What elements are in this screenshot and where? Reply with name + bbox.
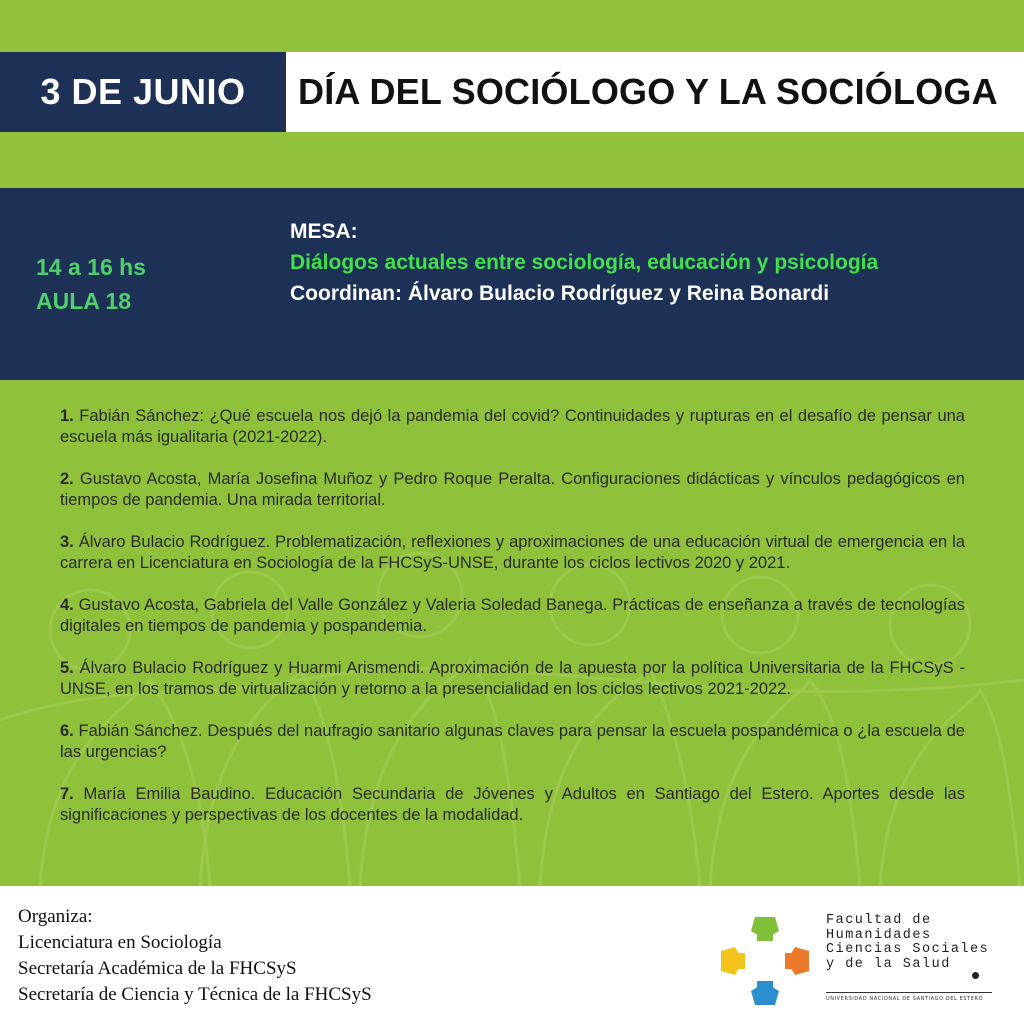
session-details: [290, 216, 878, 309]
presentations-list: [60, 406, 965, 847]
event-date: 3 DE JUNIO: [0, 52, 286, 132]
session-band: [0, 188, 1024, 380]
university-name: UNIVERSIDAD NACIONAL DE SANTIAGO DEL ESTERO: [826, 996, 984, 1002]
event-title: DÍA DEL SOCIÓLOGO Y LA SOCIÓLOGA: [286, 52, 1024, 132]
list-item: 3. Álvaro Bulacio Rodríguez. Problematización, reflexiones y aproximaciones de una educación virtual de emergencia en la carrera en Licenciatura en Sociología de la FHCSyS-UNSE, durante los ciclos lectivos 2020 y 2021.: [60, 533, 965, 572]
session-time: 14 a 16 hs: [36, 254, 146, 280]
list-item: 2. Gustavo Acosta, María Josefina Muñoz y Pedro Roque Peralta. Configuraciones didácticas y vínculos pedagógicos en tiempos de pandemia. Una mirada territorial.: [60, 470, 965, 509]
session-coordinators: Coordinan: Álvaro Bulacio Rodríguez y Reina Bonardi: [290, 282, 830, 305]
top-green-strip: [0, 0, 1024, 52]
list-item: 1. Fabián Sánchez: ¿Qué escuela nos dejó la pandemia del covid? Continuidades y rupturas en el desafío de pensar una escuela más igualitaria (2021-2022).: [60, 407, 965, 446]
session-title: Diálogos actuales entre sociología, educación y psicología: [290, 251, 879, 274]
session-room: AULA 18: [36, 288, 131, 314]
organiza-label: Organiza:: [18, 906, 93, 927]
organizer-item: Licenciatura en Sociología: [18, 932, 222, 953]
list-item: 5. Álvaro Bulacio Rodríguez y Huarmi Arismendi. Aproximación de la apuesta por la política Universitaria de la FHCSyS - UNSE, en los tramos de virtualización y retorno a la presencialidad en los ciclos lectivos 2021-2022.: [60, 659, 965, 698]
organizer-item: Secretaría de Ciencia y Técnica de la FHCSyS: [18, 984, 372, 1005]
session-label: MESA:: [290, 220, 358, 243]
footer: [0, 886, 1024, 1024]
faculty-logo-text: Facultad de Humanidades Ciencias Sociales y de la Salud: [826, 913, 990, 972]
presentations-section: [0, 380, 1024, 886]
list-item: 6. Fabián Sánchez. Después del naufragio sanitario algunas claves para pensar la escuela pospandémica o ¿la escuela de las urgencias?: [60, 722, 965, 761]
organizer-item: Secretaría Académica de la FHCSyS: [18, 958, 297, 979]
logo-dot: [972, 972, 979, 979]
faculty-logo-icon: [720, 914, 810, 1006]
logo-divider: [826, 992, 992, 993]
middle-green-strip: [0, 132, 1024, 188]
list-item: 7. María Emilia Baudino. Educación Secundaria de Jóvenes y Adultos en Santiago del Estero. Aportes desde las significaciones y perspectivas de los docentes de la modalidad.: [60, 785, 965, 824]
list-item: 4. Gustavo Acosta, Gabriela del Valle González y Valeria Soledad Banega. Prácticas de enseñanza a través de tecnologías digitales en tiempos de pandemia y pospandemia.: [60, 596, 965, 635]
organizers-block: [18, 904, 372, 1008]
session-schedule: [36, 250, 146, 318]
